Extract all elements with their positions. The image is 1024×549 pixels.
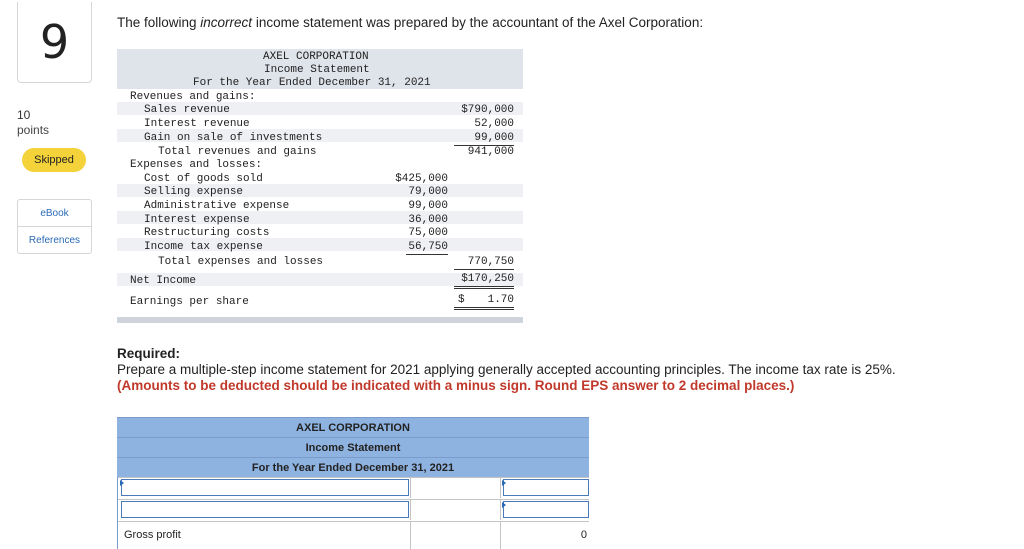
- expense-amount: 99,000: [408, 200, 448, 212]
- revenue-amount: 99,000: [454, 132, 514, 146]
- statement-company: AXEL CORPORATION: [263, 51, 369, 63]
- line-item-input[interactable]: [121, 479, 409, 496]
- total-revenues-label: Total revenues and gains: [158, 146, 317, 158]
- answer-income-statement: [117, 417, 589, 549]
- gross-profit-value: 0: [580, 529, 587, 541]
- intro-prefix: The following: [117, 15, 201, 30]
- question-number: 9: [17, 2, 92, 83]
- total-expenses-amount: 770,750: [454, 256, 514, 270]
- required-instructions: [117, 346, 997, 394]
- gross-profit-label: Gross profit: [124, 529, 181, 541]
- input-marker-icon: [502, 502, 506, 508]
- resource-links: [17, 199, 92, 254]
- label-cell: [118, 526, 410, 546]
- net-income-label: Net Income: [130, 275, 197, 287]
- revenue-label: Interest revenue: [144, 118, 250, 130]
- expense-label: Restructuring costs: [144, 227, 270, 239]
- points-value: 10: [17, 108, 31, 122]
- revenue-label: Gain on sale of investments: [144, 132, 323, 144]
- statement-period: For the Year Ended December 31, 2021: [193, 77, 431, 89]
- statement-bottom-band: [117, 317, 523, 323]
- expense-label: Income tax expense: [144, 241, 263, 253]
- references-link[interactable]: References: [18, 226, 91, 253]
- total-cell: [500, 522, 589, 549]
- total-cell: [500, 478, 589, 498]
- line-item-input[interactable]: [121, 501, 409, 518]
- expense-label: Administrative expense: [144, 200, 290, 212]
- points-label: points: [17, 123, 50, 137]
- label-cell: [118, 500, 410, 520]
- total-input[interactable]: [503, 479, 589, 496]
- expense-amount: 56,750: [406, 241, 448, 255]
- eps-label: Earnings per share: [130, 296, 249, 308]
- expense-amount: 79,000: [408, 186, 448, 198]
- answer-period: For the Year Ended December 31, 2021: [117, 457, 589, 478]
- amount-cell: [410, 522, 501, 549]
- net-income-amount: $170,250: [454, 273, 514, 289]
- revenue-amount: 52,000: [474, 118, 514, 130]
- revenue-label: Sales revenue: [144, 104, 230, 116]
- amount-cell: [410, 478, 501, 498]
- answer-grid: [117, 477, 589, 549]
- eps-currency: $: [458, 294, 465, 306]
- total-cell: [500, 500, 589, 520]
- required-label: Required:: [117, 346, 181, 361]
- intro-suffix: income statement was prepared by the accountant of the Axel Corporation:: [252, 15, 704, 30]
- question-intro: [117, 15, 703, 30]
- expense-amount: 75,000: [408, 227, 448, 239]
- expense-label: Interest expense: [144, 214, 250, 226]
- amount-cell: [410, 500, 501, 520]
- required-text: Prepare a multiple-step income statement for 2021 applying generally accepted accounting principles. The income tax rate is 25%.: [117, 362, 896, 377]
- revenue-amount: $790,000: [461, 104, 514, 116]
- total-revenues-amount: 941,000: [467, 146, 514, 158]
- table-row: [118, 477, 589, 498]
- statement-title: Income Statement: [264, 64, 370, 76]
- answer-title: Income Statement: [117, 437, 589, 458]
- expenses-header: Expenses and losses:: [130, 159, 263, 171]
- expense-amount: $425,000: [395, 173, 448, 185]
- question-points: [17, 108, 49, 138]
- total-expenses-label: Total expenses and losses: [158, 256, 324, 268]
- input-marker-icon: [502, 480, 506, 486]
- total-input[interactable]: [503, 501, 589, 518]
- incorrect-income-statement: [117, 49, 523, 323]
- dropdown-marker-icon: [120, 480, 124, 486]
- label-cell: [118, 478, 410, 498]
- table-row: [118, 499, 589, 520]
- ebook-link[interactable]: eBook: [40, 207, 69, 219]
- expense-label: Cost of goods sold: [144, 173, 263, 185]
- answer-company: AXEL CORPORATION: [117, 417, 589, 438]
- intro-emphasis: incorrect: [200, 15, 253, 30]
- required-note: (Amounts to be deducted should be indicated with a minus sign. Round EPS answer to 2 decimal places.): [117, 378, 795, 393]
- revenues-header: Revenues and gains:: [130, 91, 256, 103]
- expense-label: Selling expense: [144, 186, 244, 198]
- table-row-gross-profit: [118, 521, 589, 549]
- expense-amount: 36,000: [408, 214, 448, 226]
- eps-amount: 1.70: [454, 294, 514, 310]
- status-badge: Skipped: [22, 148, 86, 172]
